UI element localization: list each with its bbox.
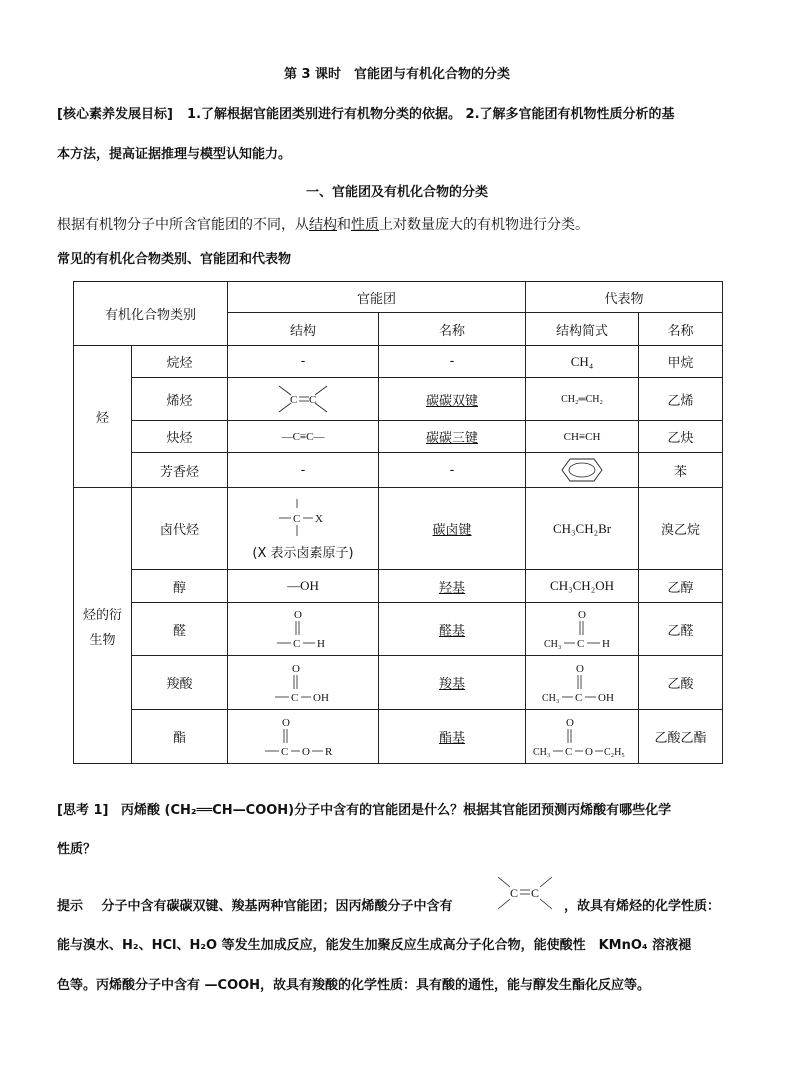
structure-cell (228, 656, 379, 710)
atom-label: H (602, 638, 610, 650)
class-cell: 羧酸 (132, 656, 228, 710)
structure-cell (228, 710, 379, 764)
fg-name-cell: 酯基 (379, 710, 526, 764)
goals-label: [核心素养发展目标] (57, 107, 173, 122)
goals-text-1: 1.了解根据官能团类别进行有机物分类的依据。 2.了解多官能团有机物性质分析的基 (187, 107, 675, 122)
hint-text-pre: 分子中含有碳碳双键、羧基两种官能团；因丙烯酸分子中含有 (101, 899, 453, 914)
atom-label: R (325, 745, 333, 758)
fg-name-cell: - (379, 346, 526, 378)
rep-name-cell: 乙烯 (639, 378, 723, 421)
alkene-structure (273, 382, 333, 416)
rep-name-cell: 乙醛 (639, 603, 723, 656)
atom-label: C (510, 886, 519, 900)
aldehyde-group-structure (273, 607, 333, 651)
structure-cell: —C≡C— (228, 421, 379, 453)
formula-cell: CH₃CH₂OH (526, 570, 639, 603)
fg-name-cell: 碳碳双键 (379, 378, 526, 421)
rep-name-cell: 溴乙烷 (639, 488, 723, 570)
rep-name-cell: 乙炔 (639, 421, 723, 453)
class-cell: 醇 (132, 570, 228, 603)
atom-label: H (317, 638, 325, 650)
atom-label: OH (598, 691, 614, 704)
class-cell: 炔烃 (132, 421, 228, 453)
atom-label: C (293, 513, 301, 525)
acetic-acid-structure (540, 661, 624, 705)
atom-label: C (293, 638, 301, 650)
hint-line-3: 色等。丙烯酸分子中含有 —COOH，故具有羧酸的化学性质：具有酸的通性，能与醇发生酯化反应等。 (57, 978, 651, 993)
header-simple-structure: 结构简式 (526, 313, 639, 346)
section-intro (57, 214, 589, 234)
formula-cell (526, 710, 639, 764)
group-derivative-line-1: 烃的衍 (82, 607, 122, 623)
atom-label: CH₃ (542, 692, 560, 704)
think-question-line-2: 性质？ (57, 842, 97, 857)
fg-name-cell: 碳卤键 (379, 488, 526, 570)
atom-label: C (309, 394, 317, 406)
atom-label: O (292, 662, 300, 675)
atom-label: O (294, 609, 302, 621)
formula-cell (526, 603, 639, 656)
atom-label: X (315, 513, 323, 525)
group-hydrocarbon: 烃 (74, 346, 132, 488)
formula-cell: CH≡CH (526, 421, 639, 453)
goals-line-2: 本方法，提高证据推理与模型认知能力。 (57, 147, 292, 162)
ethyl-acetate-structure (532, 715, 632, 759)
inline-double-bond-structure (492, 874, 558, 912)
intro-pre: 根据有机物分子中所含官能团的不同，从 (57, 217, 309, 233)
carboxyl-group-structure (271, 661, 335, 705)
atom-label: C (575, 691, 583, 704)
fg-name-cell: 羧基 (379, 656, 526, 710)
structure-cell (228, 603, 379, 656)
header-representative: 代表物 (526, 282, 723, 313)
rep-name-cell: 乙酸 (639, 656, 723, 710)
rep-name-cell: 苯 (639, 453, 723, 488)
atom-label: O (566, 716, 574, 729)
formula-cell: CH₃CH₂Br (526, 488, 639, 570)
fg-name-cell: 碳碳三键 (379, 421, 526, 453)
haloalkane-structure (273, 496, 333, 540)
atom-label: OH (313, 691, 329, 704)
formula-cell: CH₂═CH₂ (526, 378, 639, 421)
think-question-line-1 (57, 799, 671, 818)
class-cell: 卤代烃 (132, 488, 228, 570)
atom-label: CH₃ (533, 746, 551, 758)
rep-name-cell: 乙醇 (639, 570, 723, 603)
think-label: [思考 1] (57, 803, 109, 818)
header-rep-name: 名称 (639, 313, 723, 346)
halogen-note: (X 表示卤素原子) (252, 546, 354, 561)
atom-label: C₂H₅ (604, 746, 625, 758)
page-title: 第 3 课时 官能团与有机化合物的分类 (283, 67, 511, 82)
structure-cell (228, 378, 379, 421)
rep-name-cell: 甲烷 (639, 346, 723, 378)
formula-cell: CH₄ (526, 346, 639, 378)
intro-structure: 结构 (309, 217, 337, 233)
hint-line-2: 能与溴水、H₂、HCl、H₂O 等发生加成反应，能发生加聚反应生成高分子化合物，能使酸性 KMnO₄ 溶液褪 (57, 938, 692, 953)
class-cell: 烯烃 (132, 378, 228, 421)
structure-cell: - (228, 346, 379, 378)
rep-name-cell: 乙酸乙酯 (639, 710, 723, 764)
class-cell: 芳香烃 (132, 453, 228, 488)
class-cell: 醛 (132, 603, 228, 656)
atom-label: O (576, 662, 584, 675)
atom-label: C (565, 745, 573, 758)
atom-label: O (578, 609, 586, 621)
formula-cell (526, 453, 639, 488)
header-structure: 结构 (228, 313, 379, 346)
table-caption: 常见的有机化合物类别、官能团和代表物 (57, 252, 292, 267)
intro-property: 性质 (351, 217, 379, 233)
header-category: 有机化合物类别 (74, 282, 228, 346)
structure-cell: —OH (228, 570, 379, 603)
structure-cell: - (228, 453, 379, 488)
header-functional-group: 官能团 (228, 282, 526, 313)
hint-line-1 (57, 895, 453, 914)
atom-label: O (282, 716, 290, 729)
intro-post: 上对数量庞大的有机物进行分类。 (379, 217, 589, 233)
fg-name-cell: - (379, 453, 526, 488)
fg-name-cell: 醛基 (379, 603, 526, 656)
class-cell: 酯 (132, 710, 228, 764)
ester-group-structure (261, 715, 345, 759)
hint-label: 提示 (57, 899, 84, 914)
header-name: 名称 (379, 313, 526, 346)
think-question-text: 丙烯酸 (CH₂══CH—COOH)分子中含有的官能团是什么？根据其官能团预测丙烯酸有哪些化学 (121, 803, 672, 818)
section-heading: 一、官能团及有机化合物的分类 (305, 185, 488, 200)
formula-cell (526, 656, 639, 710)
class-cell: 烷烃 (132, 346, 228, 378)
atom-label: C (290, 394, 298, 406)
hint-text-post: ，故具有烯烃的化学性质： (564, 899, 721, 914)
atom-label: C (281, 745, 289, 758)
goals-line-1 (57, 103, 675, 122)
fg-name-cell: 羟基 (379, 570, 526, 603)
group-derivative (74, 488, 132, 764)
acetaldehyde-structure (542, 607, 622, 651)
intro-mid: 和 (337, 217, 351, 233)
atom-label: C (291, 691, 299, 704)
classification-table (73, 281, 723, 764)
atom-label: C (577, 638, 585, 650)
atom-label: CH₃ (544, 639, 562, 650)
atom-label: O (585, 745, 593, 758)
atom-label: O (302, 745, 310, 758)
atom-label: C (531, 886, 540, 900)
group-derivative-line-2: 生物 (89, 632, 116, 648)
benzene-ring (560, 457, 604, 483)
structure-cell (228, 488, 379, 570)
